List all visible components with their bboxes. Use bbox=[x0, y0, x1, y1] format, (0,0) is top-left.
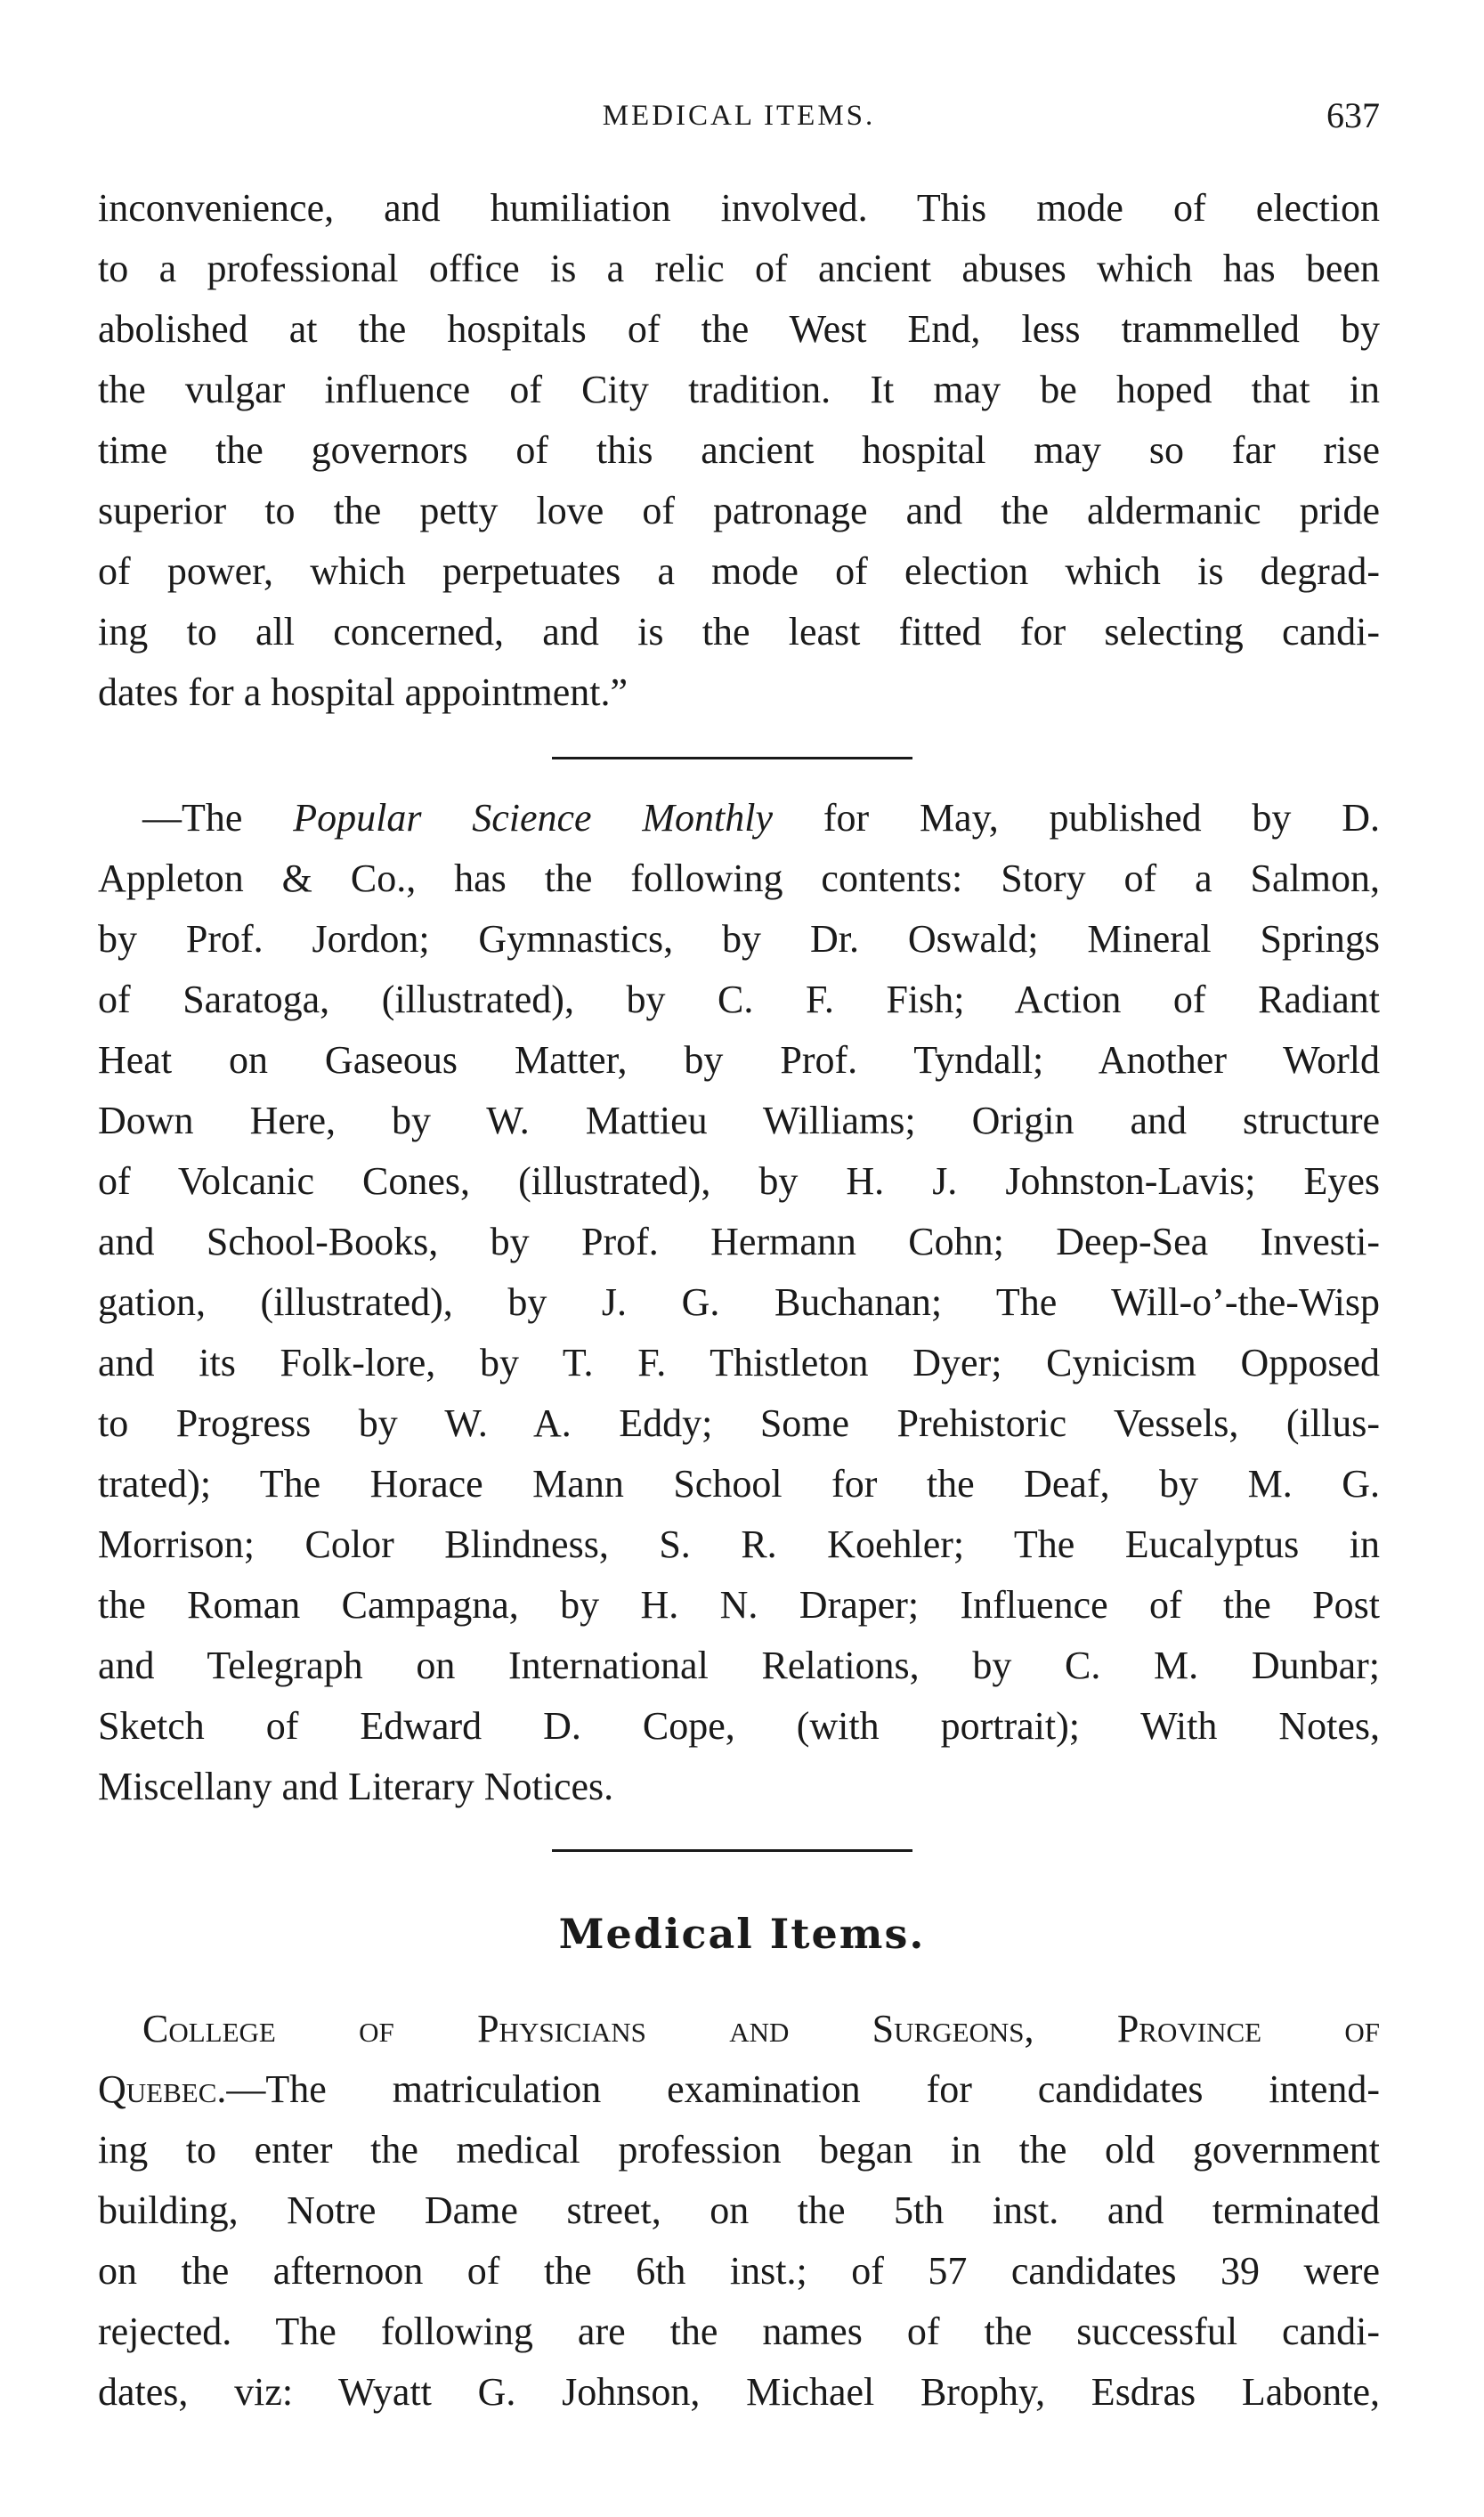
text-line: superior to the petty love of patronage and the aldermanic pride bbox=[98, 489, 1380, 532]
text-line: dates, viz: Wyatt G. Johnson, Michael Brophy, Esdras Labonte, bbox=[98, 2370, 1380, 2414]
text-line: of Saratoga, (illustrated), by C. F. Fish; Action of Radiant bbox=[98, 978, 1380, 1021]
text-line: Morrison; Color Blindness, S. R. Koehler; The Eucalyptus in bbox=[98, 1522, 1380, 1566]
text-line: gation, (illustrated), by J. G. Buchanan; The Will-o’-the-Wisp bbox=[98, 1280, 1380, 1324]
text-fragment: —The bbox=[142, 796, 294, 840]
section-heading: Medical Items. bbox=[558, 1910, 926, 1958]
text-line: and its Folk-lore, by T. F. Thistleton Dyer; Cynicism Opposed bbox=[98, 1341, 1380, 1384]
paragraph-popular-science-monthly bbox=[98, 788, 1380, 1817]
text-line bbox=[98, 2059, 1380, 2120]
section-divider bbox=[552, 1849, 912, 1852]
text-line: Miscellany and Literary Notices. bbox=[98, 1765, 614, 1808]
text-line: dates for a hospital appointment.” bbox=[98, 670, 628, 714]
text-line: of Volcanic Cones, (illustrated), by H. J. Johnston-Lavis; Eyes bbox=[98, 1159, 1380, 1203]
text-fragment: —The matriculation examination for candidates intend- bbox=[226, 2067, 1380, 2111]
text-line: abolished at the hospitals of the West End, less trammelled by bbox=[98, 307, 1380, 351]
text-line: College of Physicians and Surgeons, Province of bbox=[142, 2007, 1380, 2050]
journal-title: Popular Science Monthly bbox=[293, 796, 774, 840]
section-divider bbox=[552, 757, 912, 759]
running-head: MEDICAL ITEMS. bbox=[602, 100, 876, 132]
text-fragment: Quebec. bbox=[98, 2067, 227, 2111]
text-line: building, Notre Dame street, on the 5th inst. and terminated bbox=[98, 2188, 1380, 2232]
text-line: of power, which perpetuates a mode of election which is degrad- bbox=[98, 549, 1380, 593]
text-line: ing to all concerned, and is the least fitted for selecting candi- bbox=[98, 610, 1380, 654]
text-line: Sketch of Edward D. Cope, (with portrait); With Notes, bbox=[98, 1704, 1380, 1748]
text-line: inconvenience, and humiliation involved. This mode of election bbox=[98, 186, 1380, 230]
text-line: ing to enter the medical profession began in the old government bbox=[98, 2128, 1380, 2172]
text-line: Heat on Gaseous Matter, by Prof. Tyndall; Another World bbox=[98, 1038, 1380, 1082]
text-line: by Prof. Jordon; Gymnastics, by Dr. Oswald; Mineral Springs bbox=[98, 917, 1380, 961]
text-line: to Progress by W. A. Eddy; Some Prehistoric Vessels, (illus- bbox=[98, 1401, 1380, 1445]
text-line: Appleton & Co., has the following contents: Story of a Salmon, bbox=[98, 857, 1380, 900]
paragraph-hospital-election bbox=[98, 178, 1380, 723]
page-header bbox=[98, 89, 1380, 142]
text-line: the vulgar influence of City tradition. It may be hoped that in bbox=[98, 368, 1380, 411]
text-line: the Roman Campagna, by H. N. Draper; Influence of the Post bbox=[98, 1583, 1380, 1627]
text-line: and Telegraph on International Relations, by C. M. Dunbar; bbox=[98, 1644, 1380, 1687]
text-line: Down Here, by W. Mattieu Williams; Origin and structure bbox=[98, 1099, 1380, 1142]
text-line: and School-Books, by Prof. Hermann Cohn; Deep-Sea Investi- bbox=[98, 1220, 1380, 1263]
text-line: on the afternoon of the 6th inst.; of 57 candidates 39 were bbox=[98, 2249, 1380, 2293]
text-fragment: for May, published by D. bbox=[773, 796, 1381, 840]
text-line bbox=[98, 788, 1380, 848]
paragraph-college-quebec bbox=[98, 1999, 1380, 2423]
text-line: to a professional office is a relic of ancient abuses which has been bbox=[98, 247, 1380, 290]
text-line: time the governors of this ancient hospital may so far rise bbox=[98, 428, 1380, 472]
text-line: trated); The Horace Mann School for the Deaf, by M. G. bbox=[98, 1462, 1380, 1506]
page-number: 637 bbox=[1326, 95, 1380, 135]
text-line: rejected. The following are the names of the successful candi- bbox=[98, 2310, 1380, 2353]
